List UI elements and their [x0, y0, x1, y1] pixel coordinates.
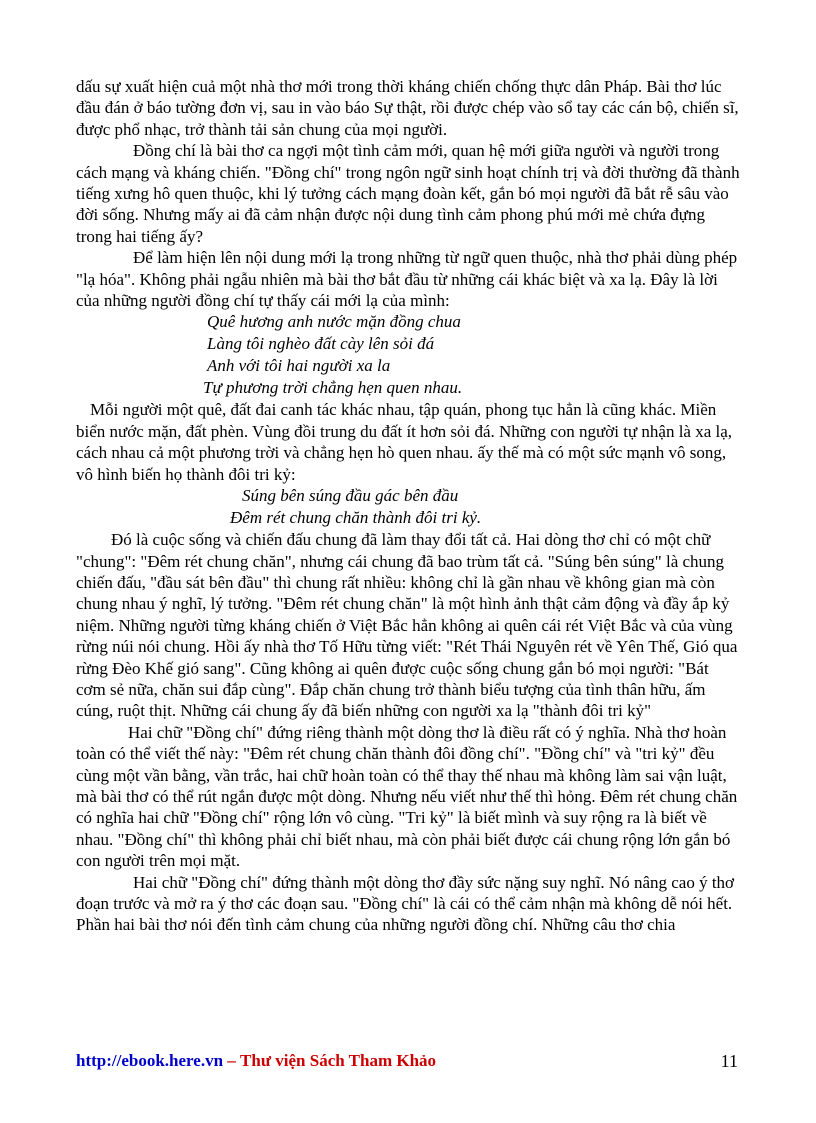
verse-line: Làng tôi nghèo đất cày lên sỏi đá: [207, 334, 435, 354]
paragraph-1: dấu sự xuất hiện cuả một nhà thơ mới trong thời kháng chiến chống thực dân Pháp. Bài thơ lúc đầu đán ở báo tường đơn vị, sau in vào báo Sự thật, rồi được chép vào sổ tay các cán bộ, chiến sĩ, được phổ nhạc, trở thành tải sản chung của mọi người.: [76, 77, 739, 139]
paragraph-5: Đó là cuộc sống và chiến đấu chung đã làm thay đổi tất cả. Hai dòng thơ chỉ có một chữ "chung": "Đêm rét chung chăn", nhưng cái chung đã bao trùm tất cả. "Súng bên súng" là chung chiến đấu, "đầu sát bên đầu" thì chung rất nhiều: không chỉ là gần nhau về không gian mà còn chung nhau ý nghĩ, lý tưởng. "Đêm rét chung chăn" là một hình ảnh thật cảm động và đầy ắp kỷ niệm. Những người từng kháng chiến ở Việt Bắc hẳn không ai quên cái rét Việt Bắc và của vùng rừng núi nói chung. Hồi ấy nhà thơ Tố Hữu từng viết: "Rét Thái Nguyên rét về Yên Thế, Gió qua rừng Đèo Khế gió sang". Cũng không ai quên được cuộc sống chung gắn bó mọi người: "Bát cơm sẻ nữa, chăn sui đắp cùng". Đắp chăn chung trở thành biểu tượng của tình thân hữu, ấm cúng, ruột thịt. Những cái chung ấy đã biến những con người xa lạ "thành đôi tri kỷ": [76, 530, 738, 721]
page-number: 11: [720, 1051, 738, 1071]
paragraph-6: Hai chữ "Đồng chí" đứng riêng thành một dòng thơ là điều rất có ý nghĩa. Nhà thơ hoàn toàn có thể viết thế này: "Đêm rét chung chăn thành đôi đồng chí". "Đồng chí" và "tri kỷ" đều cùng một vần bằng, vần trắc, hai chữ hoàn toàn có thể thay thế nhau mà không làm sai vận luật, mà bài thơ có thể rút ngắn được một dòng. Nhưng nếu viết như thế thì hỏng. Đêm rét chung chăn có nghĩa hai chữ "Đồng chí" rộng lớn vô cùng. "Tri kỷ" là biết mình và suy rộng ra là biết về nhau. "Đồng chí" thì không phải chỉ biết nhau, mà còn phải biết được cái chung rộng lớn gắn bó con người trên mọi mặt.: [76, 722, 738, 871]
verse-block-1: [76, 311, 740, 399]
page-body: [76, 76, 740, 936]
verse-line: Súng bên súng đầu gác bên đầu: [242, 486, 459, 506]
verse-line: Anh với tôi hai người xa la: [207, 356, 391, 376]
paragraph-7: Hai chữ "Đồng chí" đứng thành một dòng thơ đầy sức nặng suy nghĩ. Nó nâng cao ý thơ đoạn trước và mở ra ý thơ các đoạn sau. "Đồng chí" là cái có thể cảm nhận mà không dễ nói hết.: [76, 872, 735, 913]
footer-library-name: Thư viện Sách Tham Khảo: [240, 1051, 437, 1070]
verse-block-2: [76, 485, 740, 529]
paragraph-8: Phần hai bài thơ nói đến tình cảm chung của những người đồng chí. Những câu thơ chia: [76, 915, 676, 935]
footer-separator: –: [227, 1051, 236, 1070]
verse-line: Đêm rét chung chăn thành đôi tri kỷ.: [230, 508, 482, 528]
footer-link[interactable]: http://ebook.here.vn: [76, 1051, 224, 1070]
verse-line: Tự phương trời chẳng hẹn quen nhau.: [203, 378, 463, 398]
paragraph-3: Để làm hiện lên nội dung mới lạ trong những từ ngữ quen thuộc, nhà thơ phải dùng phép "lạ hóa". Không phải ngẫu nhiên mà bài thơ bắt đầu từ những cái khác biệt và xa lạ. Đây là lời của những người đồng chí tự thấy cái mới lạ của mình:: [76, 248, 738, 311]
verse-line: Quê hương anh nước mặn đồng chua: [207, 312, 461, 332]
paragraph-2: Đồng chí là bài thơ ca ngợi một tình cảm mới, quan hệ mới giữa người và người trong cách mạng và kháng chiến. "Đồng chí" trong ngôn ngữ sinh hoạt chính trị và đời thường đã thành tiếng xưng hô quen thuộc, khi lý tưởng cách mạng đoàn kết, gắn bó mọi người đã bắt rễ sâu vào đời sống. Nhưng mấy ai đã cảm nhận được nội dung tình cảm phong phú mới mẻ chứa đựng trong hai tiếng ấy?: [76, 141, 740, 246]
paragraph-4: Mỗi người một quê, đất đai canh tác khác nhau, tập quán, phong tục hẳn là cũng khác. Miền biển nước mặn, đất phèn. Vùng đồi trung du đất ít hơn sỏi đá. Những con người tự nhận là xa lạ, cách nhau cả một phương trời và chẳng hẹn hò quen nhau. ấy thế mà có một sức mạnh vô song, vô hình biến họ thành đôi tri kỷ:: [76, 400, 733, 484]
page-footer: [76, 1051, 740, 1075]
